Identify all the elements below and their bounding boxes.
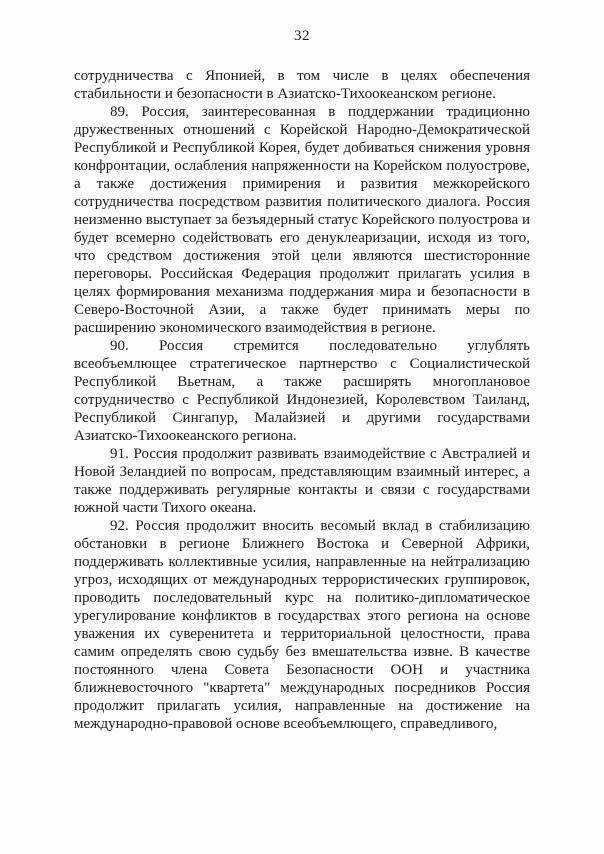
paragraph-89: 89. Россия, заинтересованная в поддержании традиционно дружественных отношений с Корейской Народно-Демократической Республикой и Республикой Корея, будет добиваться снижения уровня конфронтации, ослабления напряженности на Корейском полуострове, а также достижения примирения и развития межкорейского сотрудничества посредством развития политического диалога. Россия неизменно выступает за безъядерный статус Корейского полуострова и будет всемерно содействовать его денуклеаризации, исходя из того, что средством достижения этой цели являются шестисторонние переговоры. Российская Федерация продолжит прилагать усилия в целях формирования механизма поддержания мира и безопасности в Северо-Восточной Азии, а также будет принимать меры по расширению экономического взаимодействия в регионе.: [74, 104, 530, 336]
paragraph-91: 91. Россия продолжит развивать взаимодействие с Австралией и Новой Зеландией по вопросам, представляющим взаимный интерес, а также поддерживать регулярные контакты и связи с государствами южной части Тихого океана.: [74, 446, 530, 516]
paragraph-92: 92. Россия продолжит вносить весомый вклад в стабилизацию обстановки в регионе Ближнего Востока и Северной Африки, поддерживать коллективные усилия, направленные на нейтрализацию угроз, исходящих от международных террористических группировок, проводить последовательный курс на политико-дипломатическое урегулирование конфликтов в государствах этого региона на основе уважения их суверенитета и территориальной целостности, права самим определять свою судьбу без вмешательства извне. В качестве постоянного члена Совета Безопасности ООН и участника ближневосточного "квартета" международных посредников Россия продолжит прилагать усилия, направленные на достижение на международно-правовой основе всеобъемлющего, справедливого,: [74, 518, 530, 732]
document-body: [74, 67, 530, 733]
paragraph-continuation: сотрудничества с Японией, в том числе в целях обеспечения стабильности и безопасности в Азиатско-Тихоокеанском регионе.: [74, 68, 530, 102]
paragraph-90: 90. Россия стремится последовательно углублять всеобъемлющее стратегическое партнерство с Социалистической Республикой Вьетнам, а также расширять многоплановое сотрудничество с Республикой Индонезией, Королевством Таиланд, Республикой Сингапур, Малайзией и другими государствами Азиатско-Тихоокеанского региона.: [74, 338, 530, 444]
page-number: 32: [294, 28, 310, 44]
